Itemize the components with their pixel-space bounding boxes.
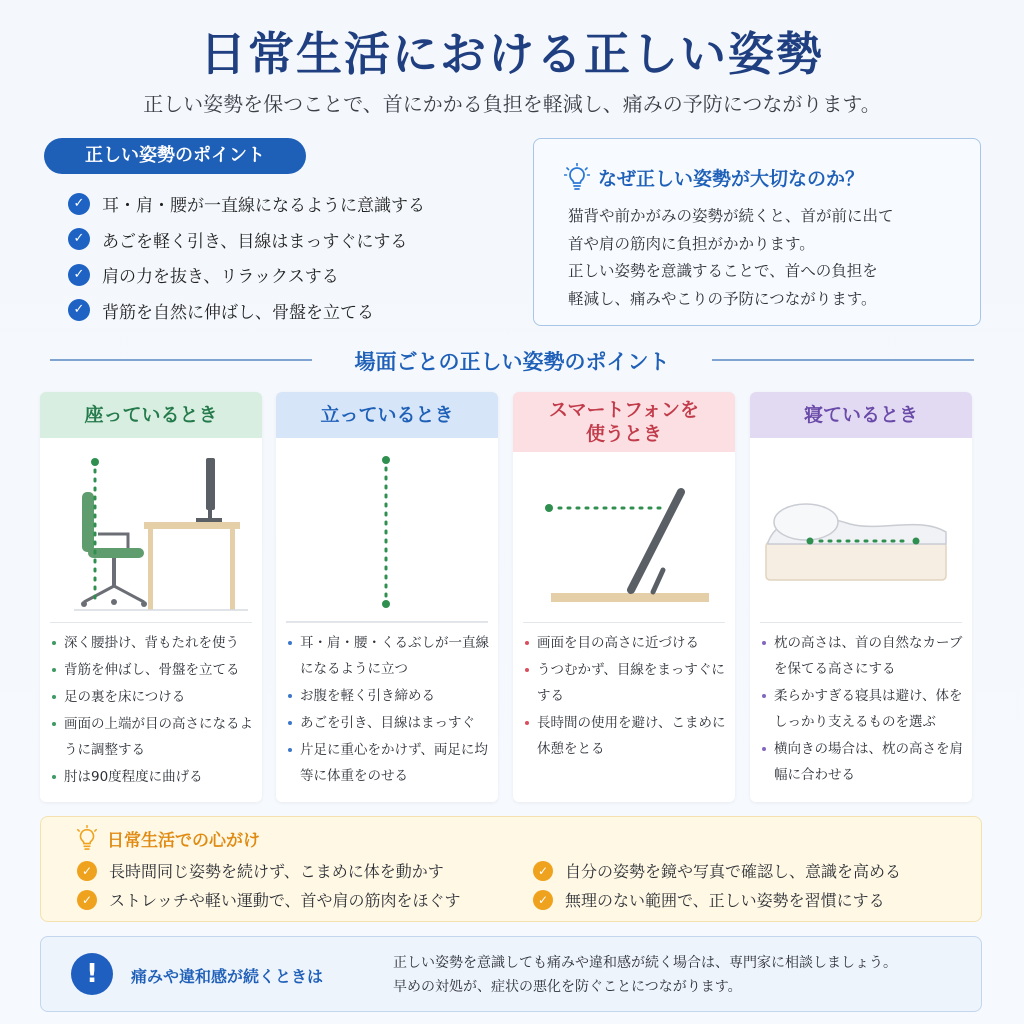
list-item: 足の裏を床につける xyxy=(48,684,258,710)
why-heading xyxy=(564,163,864,191)
check-icon: ✓ xyxy=(68,264,90,286)
check-icon: ✓ xyxy=(68,193,90,215)
consult-text xyxy=(393,951,897,999)
consult-box xyxy=(40,936,982,1012)
list-item: 横向きの場合は、枕の高さを肩幅に合わせる xyxy=(758,736,968,788)
consult-line: 正しい姿勢を意識しても痛みや違和感が続く場合は、専門家に相談しましょう。 xyxy=(393,955,897,971)
why-line: 軽減し、痛みやこりの予防につながります。 xyxy=(568,289,877,308)
list-item: お腹を軽く引き締める xyxy=(284,683,494,709)
points-list xyxy=(68,186,425,328)
card-list xyxy=(284,630,494,790)
card-list xyxy=(758,630,968,789)
card-title: 座っているとき xyxy=(40,392,262,438)
card-separator xyxy=(50,622,252,623)
card-sitting xyxy=(40,392,262,802)
sleeping-illustration xyxy=(750,452,972,622)
daily-item xyxy=(77,888,461,911)
point-item xyxy=(68,186,425,222)
card-list xyxy=(48,630,258,791)
check-icon: ✓ xyxy=(77,861,97,881)
consult-line: 早めの対処が、症状の悪化を防ぐことにつながります。 xyxy=(393,979,742,995)
card-title-line: 使うとき xyxy=(585,423,662,445)
points-badge: 正しい姿勢のポイント xyxy=(44,138,306,174)
why-line: 正しい姿勢を意識することで、首への負担を xyxy=(568,262,878,280)
page-title: 日常生活における正しい姿勢 xyxy=(200,27,824,81)
list-item: 画面の上端が目の高さになるように調整する xyxy=(48,711,258,763)
list-item: 肘は90度程度に曲げる xyxy=(48,764,258,790)
list-item: 耳・肩・腰・くるぶしが一直線になるように立つ xyxy=(284,630,494,682)
point-item xyxy=(68,257,425,293)
check-icon: ✓ xyxy=(533,861,553,881)
list-item: 深く腰掛け、背もたれを使う xyxy=(48,630,258,656)
card-title: 立っているとき xyxy=(276,392,498,438)
daily-item xyxy=(533,888,885,911)
daily-habits-box xyxy=(40,816,982,922)
card-separator xyxy=(760,622,962,623)
daily-title: 日常生活での心がけ xyxy=(107,830,260,851)
card-list xyxy=(521,630,731,763)
lightbulb-icon xyxy=(564,163,590,191)
card-title-line: スマートフォンを xyxy=(548,399,700,421)
page-subtitle: 正しい姿勢を保つことで、首にかかる負担を軽減し、痛みの予防につながります。 xyxy=(143,92,881,116)
section-title: 場面ごとの正しい姿勢のポイント xyxy=(354,350,670,374)
why-box xyxy=(533,138,981,326)
sitting-illustration xyxy=(40,452,262,622)
list-item: あごを引き、目線はまっすぐ xyxy=(284,710,494,736)
list-item: 片足に重心をかけず、両足に均等に体重をのせる xyxy=(284,737,494,789)
list-item: 画面を目の高さに近づける xyxy=(521,630,731,656)
check-icon: ✓ xyxy=(68,228,90,250)
lightbulb-icon xyxy=(75,825,99,851)
daily-heading xyxy=(75,825,260,851)
list-item: うつむかず、目線をまっすぐにする xyxy=(521,657,731,709)
daily-item xyxy=(77,859,444,882)
list-item: 背筋を伸ばし、骨盤を立てる xyxy=(48,657,258,683)
card-separator xyxy=(523,622,725,623)
check-icon: ✓ xyxy=(533,890,553,910)
daily-text: 無理のない範囲で、正しい姿勢を習慣にする xyxy=(565,891,885,910)
smartphone-illustration xyxy=(513,452,735,622)
list-item: 柔らかすぎる寝具は避け、体をしっかり支えるものを選ぶ xyxy=(758,683,968,735)
card-smartphone xyxy=(513,392,735,802)
why-line: 猫背や前かがみの姿勢が続くと、首が前に出て xyxy=(568,207,894,225)
point-text: 耳・肩・腰が一直線になるように意識する xyxy=(102,196,425,217)
point-item xyxy=(68,222,425,258)
standing-illustration xyxy=(276,452,498,622)
why-line: 首や肩の筋肉に負担がかかります。 xyxy=(568,234,815,253)
daily-text: 長時間同じ姿勢を続けず、こまめに体を動かす xyxy=(109,862,444,881)
point-text: 肩の力を抜き、リラックスする xyxy=(102,267,339,288)
daily-text: ストレッチや軽い運動で、首や肩の筋肉をほぐす xyxy=(109,891,461,910)
check-icon: ✓ xyxy=(68,299,90,321)
consult-title: 痛みや違和感が続くときは xyxy=(131,967,324,986)
check-icon: ✓ xyxy=(77,890,97,910)
why-text xyxy=(568,203,968,313)
alert-icon: ! xyxy=(71,953,113,995)
card-sleeping xyxy=(750,392,972,802)
point-text: 背筋を自然に伸ばし、骨盤を立てる xyxy=(102,302,374,323)
list-item: 枕の高さは、首の自然なカーブを保てる高さにする xyxy=(758,630,968,682)
card-title xyxy=(513,392,735,452)
why-title: なぜ正しい姿勢が大切なのか？ xyxy=(598,167,865,190)
point-text: あごを軽く引き、目線はまっすぐにする xyxy=(102,231,408,252)
card-separator xyxy=(286,622,488,623)
card-title: 寝ているとき xyxy=(750,392,972,438)
list-item: 長時間の使用を避け、こまめに休憩をとる xyxy=(521,710,731,762)
daily-text: 自分の姿勢を鏡や写真で確認し、意識を高める xyxy=(565,862,902,881)
daily-item xyxy=(533,859,901,882)
point-item xyxy=(68,293,425,329)
card-standing xyxy=(276,392,498,802)
